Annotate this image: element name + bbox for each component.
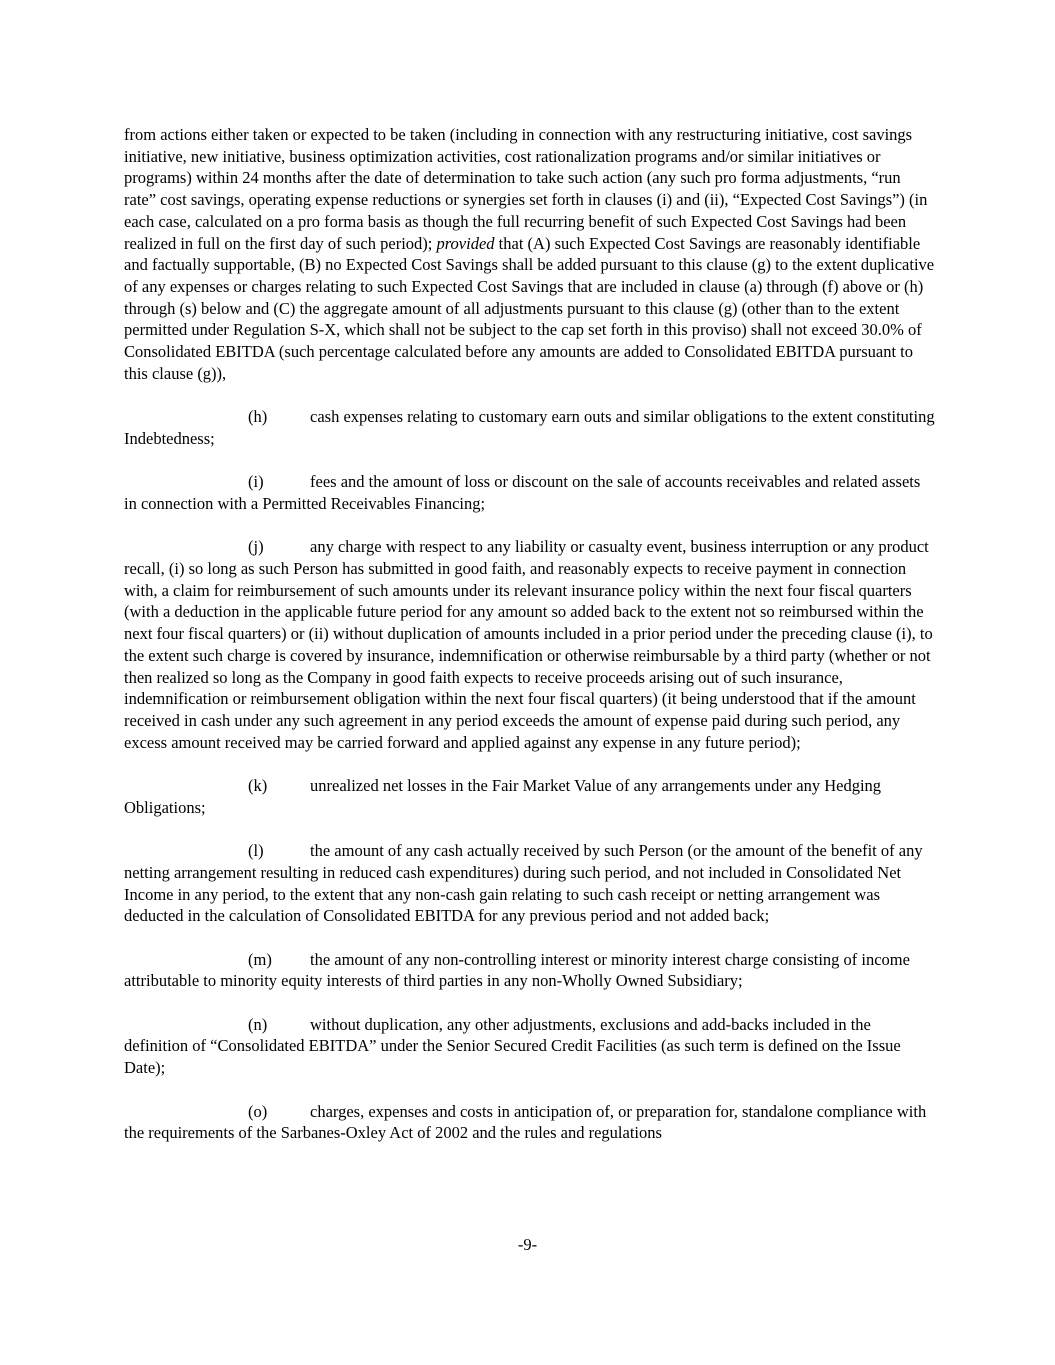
clause-o	[124, 1101, 935, 1144]
clause-text: fees and the amount of loss or discount on the sale of accounts receivables and related assets in connection with a Permitted Receivables Financing;	[124, 472, 921, 513]
page-number: -9-	[517, 1235, 538, 1254]
clause-k	[124, 775, 935, 818]
clause-text: unrealized net losses in the Fair Market Value of any arrangements under any Hedging Obligations;	[124, 776, 882, 817]
clause-j	[124, 536, 935, 753]
clause-label: (j)	[248, 537, 264, 557]
clause-label: (o)	[248, 1101, 268, 1121]
clause-text: any charge with respect to any liability or casualty event, business interruption or any product recall, (i) so long as such Person has submitted in good faith, and reasonably expects to receive payment in connection with, a claim for reimbursement of such amounts under its relevant insurance policy within the next four fiscal quarters (with a deduction in the applicable future period for any amount so added back to the extent not so reimbursed within the next four fiscal quarters) or (ii) without duplication of amounts included in a prior period under the preceding clause (i), to the extent such charge is covered by insurance, indemnification or otherwise reimbursable by a third party (whether or not then realized so long as the Company in good faith expects to receive proceeds arising out of such insurance, indemnification or reimbursement obligation within the next four fiscal quarters) (it being understood that if the amount received in cash under any such agreement in any period exceeds the amount of expense paid during such period, any excess amount received may be carried forward and applied against any expense in any future period);	[124, 537, 933, 752]
clause-m	[124, 949, 935, 992]
clause-l	[124, 840, 935, 927]
clause-label: (i)	[248, 472, 264, 492]
clause-text: the amount of any cash actually received by such Person (or the amount of the benefit of any netting arrangement resulting in reduced cash expenditures) during such period, and not included in Consolidated Net Income in any period, to the extent that any non-cash gain relating to such cash receipt or netting arrangement was deducted in the calculation of Consolidated EBITDA for any previous period and not added back;	[124, 841, 923, 926]
clause-i	[124, 471, 935, 514]
opening-paragraph	[124, 124, 935, 384]
clause-label: (k)	[248, 776, 268, 796]
clause-label: (n)	[248, 1014, 268, 1034]
clause-label: (m)	[248, 949, 272, 969]
clause-text: charges, expenses and costs in anticipation of, or preparation for, standalone compliance with the requirements of the Sarbanes-Oxley Act of 2002 and the rules and regulations	[124, 1101, 927, 1143]
clause-text: cash expenses relating to customary earn outs and similar obligations to the extent constituting Indebtedness;	[124, 407, 935, 448]
clause-h	[124, 406, 935, 449]
clause-label: (l)	[248, 841, 264, 861]
clause-text: without duplication, any other adjustments, exclusions and add-backs included in the definition of “Consolidated EBITDA” under the Senior Secured Credit Facilities (as such term is defined on the Issue Date);	[124, 1014, 901, 1078]
provided-italic-term: provided	[436, 233, 495, 253]
document-body	[124, 124, 935, 1166]
clause-n	[124, 1014, 935, 1079]
clause-label: (h)	[248, 407, 268, 427]
opening-text-after-italic: that (A) such Expected Cost Savings are reasonably identifiable and factually supportable, (B) no Expected Cost Savings shall be added pursuant to this clause (g) to the extent duplicative of any expenses or charges relating to such Expected Cost Savings that are included in clause (a) through (f) above or (h) through (s) below and (C) the aggregate amount of all adjustments pursuant to this clause (g) (other than to the extent permitted under Regulation S-X, which shall not be subject to the cap set forth in this proviso) shall not exceed 30.0% of Consolidated EBITDA (such percentage calculated before any amounts are added to Consolidated EBITDA pursuant to this clause (g)),	[124, 233, 935, 383]
clause-text: the amount of any non-controlling interest or minority interest charge consisting of income attributable to minority equity interests of third parties in any non-Wholly Owned Subsidiary;	[124, 949, 910, 991]
opening-text-before-italic: from actions either taken or expected to be taken (including in connection with any restructuring initiative, cost savings initiative, new initiative, business optimization activities, cost rationalization programs and/or similar initiatives or programs) within 24 months after the date of determination to take such action (any such pro forma adjustments, “run rate” cost savings, operating expense reductions or synergies set forth in clauses (i) and (ii), “Expected Cost Savings”) (in each case, calculated on a pro forma basis as though the full recurring benefit of such Expected Cost Savings had been realized in full on the first day of such period);	[124, 125, 928, 253]
